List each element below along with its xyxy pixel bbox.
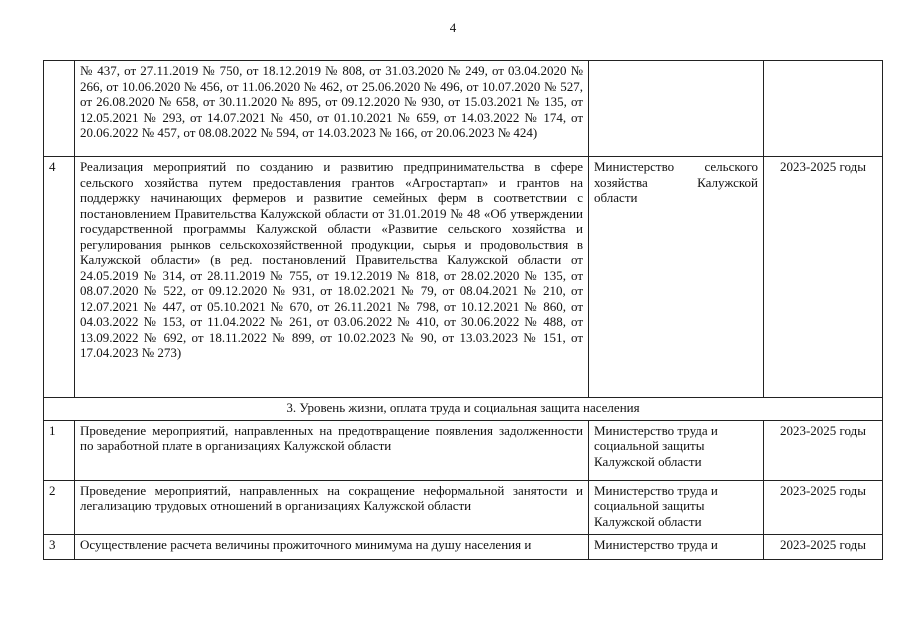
row-number-cell <box>44 61 75 157</box>
section-header-row <box>44 398 883 421</box>
measure-text-cell: Проведение мероприятий, направленных на сокращение неформальной занятости и легализацию трудовых отношений в организациях Калужской области <box>75 480 589 534</box>
table-row <box>44 157 883 398</box>
table-row <box>44 534 883 559</box>
row-number-cell: 2 <box>44 480 75 534</box>
term-cell <box>764 61 883 157</box>
responsible-cell: Министерство сельского хозяйства Калужской области <box>589 157 764 398</box>
measure-text-cell: Осуществление расчета величины прожиточного минимума на душу населения и <box>75 534 589 559</box>
page-number: 4 <box>449 20 457 35</box>
table-row <box>44 480 883 534</box>
measures-table <box>43 60 883 560</box>
responsible-cell: Министерство труда и <box>589 534 764 559</box>
measure-text-cell: № 437, от 27.11.2019 № 750, от 18.12.2019 № 808, от 31.03.2020 № 249, от 03.04.2020 № 266, от 10.06.2020 № 456, от 11.06.2020 № 462, от 25.06.2020 № 496, от 10.07.2020 № 527, от 26.08.2020 № 658, от 30.11.2020 № 895, от 09.12.2020 № 930, от 15.03.2021 № 135, от 12.05.2021 № 293, от 14.07.2021 № 450, от 01.10.2021 № 659, от 14.03.2022 № 174, от 20.06.2022 № 457, от 08.08.2022 № 594, от 14.03.2023 № 166, от 20.06.2023 № 424) <box>75 61 589 157</box>
measure-text-cell: Проведение мероприятий, направленных на предотвращение появления задолженности по заработной плате в организациях Калужской области <box>75 420 589 480</box>
term-cell: 2023-2025 годы <box>764 157 883 398</box>
term-cell: 2023-2025 годы <box>764 534 883 559</box>
responsible-cell: Министерство труда и социальной защиты Калужской области <box>589 420 764 480</box>
row-number-cell: 1 <box>44 420 75 480</box>
responsible-cell <box>589 61 764 157</box>
row-number-cell: 3 <box>44 534 75 559</box>
table-row <box>44 420 883 480</box>
measure-text-cell: Реализация мероприятий по созданию и развитию предпринимательства в сфере сельского хозяйства путем предоставления грантов «Агростартап» и грантов на поддержку начинающих фермеров и развитие семейных ферм в соответствии с постановлением Правительства Калужской области от 31.01.2019 № 48 «Об утверждении государственной программы Калужской области «Развитие сельского хозяйства и регулирования рынков сельскохозяйственной продукции, сырья и продовольствия в Калужской области» (в ред. постановлений Правительства Калужской области от 24.05.2019 № 314, от 28.11.2019 № 755, от 19.12.2019 № 818, от 28.02.2020 № 135, от 08.07.2020 № 522, от 09.12.2020 № 931, от 18.02.2021 № 79, от 08.04.2021 № 210, от 12.07.2021 № 447, от 05.10.2021 № 670, от 26.11.2021 № 798, от 10.12.2021 № 860, от 04.03.2022 № 153, от 11.04.2022 № 261, от 03.06.2022 № 410, от 30.06.2022 № 488, от 13.09.2022 № 692, от 18.11.2022 № 899, от 10.02.2023 № 90, от 13.03.2023 № 151, от 17.04.2023 № 273) <box>75 157 589 398</box>
table-row <box>44 61 883 157</box>
section-title: 3. Уровень жизни, оплата труда и социальная защита населения <box>44 398 883 421</box>
row-number-cell: 4 <box>44 157 75 398</box>
term-cell: 2023-2025 годы <box>764 420 883 480</box>
term-cell: 2023-2025 годы <box>764 480 883 534</box>
responsible-cell: Министерство труда и социальной защиты Калужской области <box>589 480 764 534</box>
